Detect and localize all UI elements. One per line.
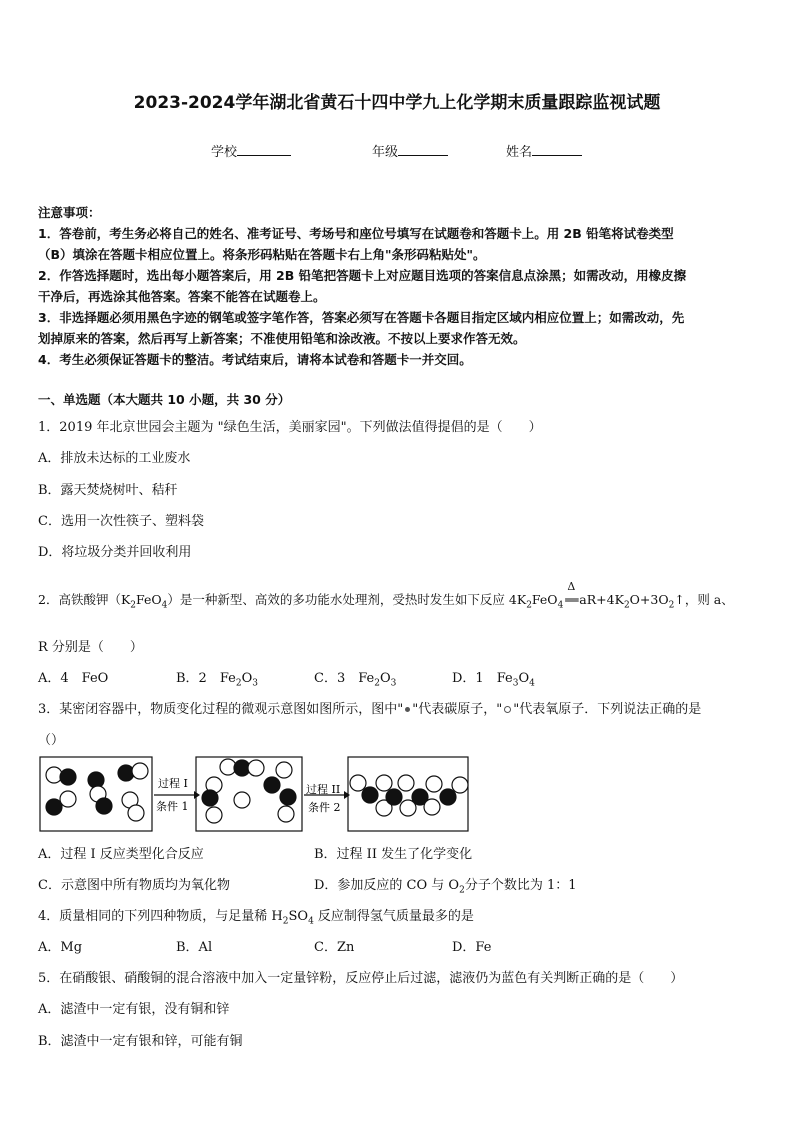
process-2-label: 过程 II	[306, 783, 341, 796]
q3-stem: 3．某密闭容器中，物质变化过程的微观示意图如图所示，图中" "代表碳原子，" "代表氧原子．下列说法正确的是	[38, 702, 702, 717]
q1-stem: 1．2019 年北京世园会主题为 "绿色生活，美丽家园"。下列做法值得提倡的是（ ）	[38, 420, 542, 435]
q1-option-b[interactable]: B．露天焚烧树叶、秸秆	[38, 483, 178, 498]
q4-option-b[interactable]: B．Al	[176, 940, 213, 955]
q3-option-c[interactable]: C．示意图中所有物质均为氧化物	[38, 878, 230, 893]
grade-blank[interactable]	[398, 143, 448, 156]
section-heading: 一、单选题（本大题共 10 小题，共 30 分）	[38, 392, 291, 407]
note-line: 4．考生必须保证答题卡的整洁。考试结束后，请将本试卷和答题卡一并交回。	[38, 352, 472, 367]
q2-sub: 2	[130, 600, 137, 611]
q2-sub: 2	[668, 600, 675, 611]
school-blank[interactable]	[237, 143, 291, 156]
q2-option-a[interactable]: A．4 FeO	[38, 671, 109, 686]
q2-stem	[38, 580, 734, 611]
q2-text: aR+4K	[579, 592, 624, 607]
grade-label: 年级	[372, 145, 399, 160]
note-line: 1．答卷前，考生务必将自己的姓名、准考证号、考场号和座位号填写在试题卷和答题卡上。用 2B 铅笔将试卷类型	[38, 226, 674, 241]
q2-options	[38, 667, 590, 689]
arrow-head-icon	[344, 791, 350, 799]
q5-option-b[interactable]: B．滤渣中一定有银和锌，可能有铜	[38, 1034, 243, 1049]
q3-option-b[interactable]: B．过程 II 发生了化学变化	[314, 847, 473, 862]
q4-option-c[interactable]: C．Zn	[314, 940, 355, 955]
q4-options	[38, 936, 590, 955]
condition-1-label: 条件 1	[156, 800, 189, 813]
q2-stem-line2: R 分别是（ ）	[38, 640, 143, 655]
q2-option-d[interactable]: D．1 $Fe_3O_4$	[452, 671, 535, 689]
note-line: 划掉原来的答案，然后再写上新答案；不准使用铅笔和涂改液。不按以上要求作答无效。	[38, 331, 526, 346]
q2-sub: 4	[557, 600, 564, 611]
q2-option-c[interactable]: C．3 $Fe_2O_3$	[314, 671, 397, 689]
q5-option-a[interactable]: A．滤渣中一定有银，没有铜和锌	[38, 1002, 230, 1017]
note-line: 干净后，再选涂其他答案。答案不能答在试题卷上。	[38, 289, 326, 304]
q2-text: ）是一种新型、高效的多功能水处理剂，受热时发生如下反应 4K	[167, 592, 527, 607]
q2-sub: 2	[526, 600, 532, 611]
q4-option-a[interactable]: A．Mg	[38, 940, 83, 955]
q3-options-row2	[38, 874, 590, 896]
carbon-atom-icon	[405, 707, 410, 712]
q4-stem: 4．质量相同的下列四种物质，与足量稀 $H_2SO_4$ 反应制得氢气质量最多的是	[38, 909, 474, 927]
q4-option-d[interactable]: D．Fe	[452, 940, 492, 955]
q3-options-row1	[38, 843, 590, 862]
q1-option-c[interactable]: C．选用一次性筷子、塑料袋	[38, 514, 204, 529]
q2-text: ↑，则 a、	[674, 592, 734, 607]
school-label: 学校	[211, 145, 238, 160]
q2-text: FeO	[531, 592, 558, 607]
note-line: （B）填涂在答题卡相应位置上。将条形码粘贴在答题卡右上角"条形码粘贴处"。	[38, 247, 486, 262]
q2-sub: 4	[161, 600, 168, 611]
exam-title: 2023-2024学年湖北省黄石十四中学九上化学期末质量跟踪监视试题	[133, 93, 661, 113]
heating-arrow: Δ ══	[565, 580, 578, 607]
condition-2-label: 条件 2	[308, 801, 341, 814]
grade-field[interactable]	[372, 141, 448, 160]
q2-text: FeO	[136, 592, 162, 607]
q3-option-d[interactable]: D．参加反应的 CO 与 $O_2$分子个数比为 1：1	[314, 878, 577, 896]
q3-option-a[interactable]: A．过程 I 反应类型化合反应	[38, 847, 204, 862]
school-field[interactable]	[211, 141, 291, 160]
q2-text: 2．高铁酸钾（K	[38, 592, 131, 607]
molecules-box-2	[202, 759, 296, 823]
molecules-box-1	[46, 763, 148, 821]
name-label: 姓名	[506, 145, 533, 160]
process-1-label: 过程 I	[158, 777, 188, 790]
notes-heading: 注意事项：	[38, 205, 101, 220]
q2-option-b[interactable]: B．2 $Fe_2O_3$	[176, 671, 258, 689]
q3-diagram	[36, 755, 476, 835]
delta-icon: Δ	[567, 580, 576, 593]
q3-stem-line2: （）	[38, 733, 65, 748]
molecules-box-3	[350, 775, 468, 816]
name-blank[interactable]	[532, 143, 582, 156]
q5-stem: 5．在硝酸银、硝酸铜的混合溶液中加入一定量锌粉，反应停止后过滤，滤液仍为蓝色有关判断正确的是（ ）	[38, 971, 684, 986]
note-line: 2．作答选择题时，选出每小题答案后，用 2B 铅笔把答题卡上对应题目选项的答案信息点涂黑；如需改动，用橡皮擦	[38, 268, 687, 283]
q1-option-d[interactable]: D．将垃圾分类并回收利用	[38, 545, 192, 560]
q2-sub: 2	[623, 600, 630, 611]
oxygen-atom-icon	[504, 706, 511, 713]
arrow-head-icon	[194, 791, 200, 799]
note-line: 3．非选择题必须用黑色字迹的钢笔或签字笔作答，答案必须写在答题卡各题目指定区域内相应位置上；如需改动，先	[38, 310, 685, 325]
name-field[interactable]	[506, 141, 582, 160]
q2-text: O+3O	[629, 592, 669, 607]
q1-option-a[interactable]: A．排放未达标的工业废水	[38, 451, 191, 466]
